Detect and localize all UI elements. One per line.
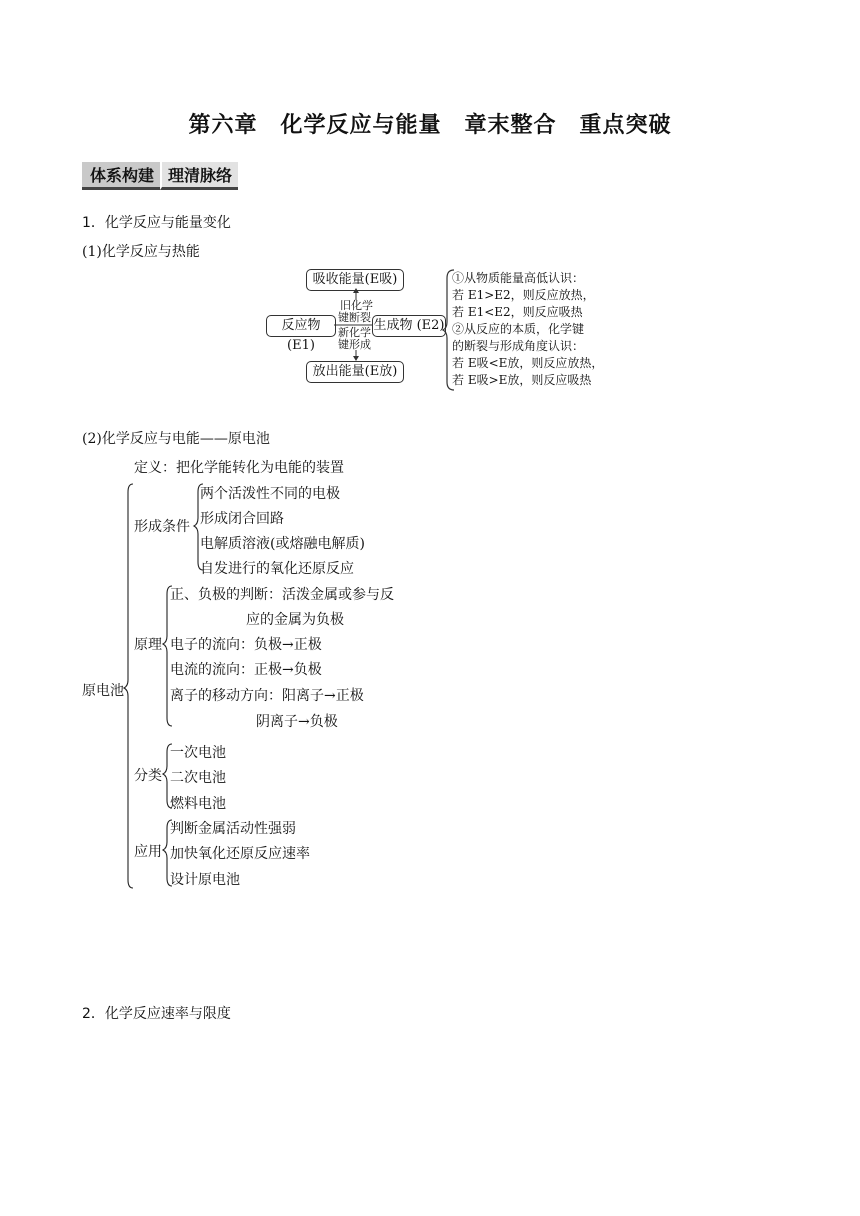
classification-item: 燃料电池 bbox=[170, 796, 226, 812]
energy-note-5: 的断裂与形成角度认识： bbox=[452, 339, 585, 353]
energy-note-3: 若 E1<E2，则反应吸热 bbox=[452, 305, 583, 319]
formation-item: 自发进行的氧化还原反应 bbox=[200, 561, 354, 577]
formation-label: 形成条件 bbox=[134, 519, 190, 535]
bond-break-label-1: 旧化学 bbox=[340, 299, 373, 312]
formation-item: 电解质溶液(或熔融电解质) bbox=[200, 536, 365, 552]
formation-item: 两个活泼性不同的电极 bbox=[200, 486, 340, 502]
application-label: 应用 bbox=[134, 844, 162, 860]
subheading-thermal: (1)化学反应与热能 bbox=[82, 244, 200, 260]
energy-note-2: 若 E1>E2，则反应放热， bbox=[452, 288, 595, 302]
bond-form-label-1: 新化学 bbox=[338, 326, 371, 339]
tree-root: 原电池 bbox=[82, 683, 124, 699]
energy-note-6: 若 E吸<E放，则反应放热， bbox=[452, 356, 604, 370]
energy-note-1: ①从物质能量高低认识： bbox=[452, 271, 585, 285]
application-item: 加快氧化还原反应速率 bbox=[170, 846, 310, 862]
section-banner bbox=[82, 162, 238, 190]
principle-label: 原理 bbox=[134, 637, 162, 653]
subheading-galvanic: (2)化学反应与电能——原电池 bbox=[82, 431, 270, 447]
principle-item: 阴离子→负极 bbox=[256, 714, 338, 730]
banner-left: 体系构建 bbox=[82, 162, 160, 190]
principle-item: 离子的移动方向：阳离子→正极 bbox=[170, 688, 364, 704]
application-item: 判断金属活动性强弱 bbox=[170, 821, 296, 837]
bond-form-label-2: 键形成 bbox=[338, 338, 371, 351]
banner-right: 理清脉络 bbox=[160, 162, 238, 190]
energy-note-4: ②从反应的本质，化学键 bbox=[452, 322, 585, 336]
principle-item: 应的金属为负极 bbox=[246, 612, 344, 628]
tree-definition: 定义：把化学能转化为电能的装置 bbox=[134, 460, 344, 476]
section2-heading: 2．化学反应速率与限度 bbox=[82, 1006, 231, 1022]
principle-item: 电流的流向：正极→负极 bbox=[170, 662, 322, 678]
reactant-box: 反应物 (E1) bbox=[266, 315, 336, 337]
application-item: 设计原电池 bbox=[170, 872, 240, 888]
classification-item: 一次电池 bbox=[170, 745, 226, 761]
energy-note-7: 若 E吸>E放，则反应吸热 bbox=[452, 373, 592, 387]
product-box: 生成物 (E2) bbox=[372, 315, 446, 337]
section1-heading: 1．化学反应与能量变化 bbox=[82, 215, 231, 231]
classification-item: 二次电池 bbox=[170, 770, 226, 786]
bond-break-label-2: 键断裂 bbox=[338, 311, 371, 324]
page-title: 第六章 化学反应与能量 章末整合 重点突破 bbox=[188, 113, 672, 138]
classification-label: 分类 bbox=[134, 768, 162, 784]
absorb-energy-box: 吸收能量(E吸) bbox=[306, 269, 404, 291]
principle-item: 正、负极的判断：活泼金属或参与反 bbox=[170, 587, 394, 603]
principle-item: 电子的流向：负极→正极 bbox=[170, 637, 322, 653]
release-energy-box: 放出能量(E放) bbox=[306, 361, 404, 383]
formation-item: 形成闭合回路 bbox=[200, 511, 284, 527]
